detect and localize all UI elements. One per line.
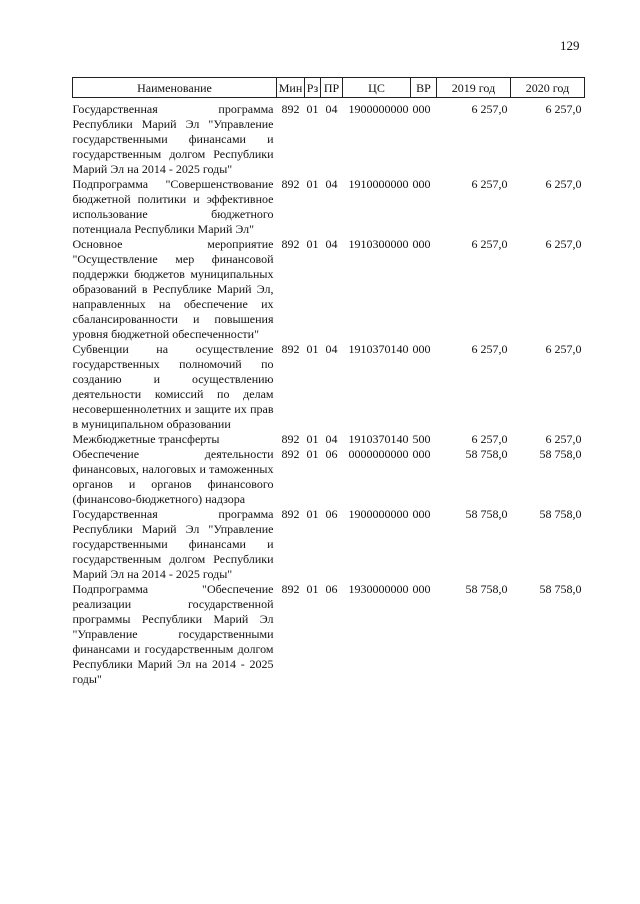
row-2020: 58 758,0: [539, 447, 582, 461]
row-pr: 04: [325, 177, 338, 191]
row-cs: 1930000000: [348, 582, 409, 596]
row-vr: 000: [412, 507, 431, 521]
row-cs: 1900000000: [348, 102, 409, 116]
header-vr: ВР: [411, 78, 437, 98]
row-rz: 01: [306, 342, 319, 356]
row-vr: 000: [412, 582, 431, 596]
row-2019: 6 257,0: [471, 342, 508, 356]
row-2019: 6 257,0: [471, 102, 508, 116]
row-vr: 000: [412, 237, 431, 251]
row-rz: 01: [306, 432, 319, 446]
row-name: Субвенции на осуществление государственных полномочий по созданию и осуществлению деятельности комиссий по делам несовершеннолетних и защите их прав в муниципальном образовании: [72, 342, 274, 431]
row-2019: 6 257,0: [471, 432, 508, 446]
row-min: 892: [281, 237, 300, 251]
row-2020: 6 257,0: [545, 237, 582, 251]
row-vr: 000: [412, 177, 431, 191]
row-name: Государственная программа Республики Марий Эл "Управление государственными финансами и государственным долгом Республики Марий Эл на 2014 - 2025 годы": [72, 507, 274, 581]
row-2019: 6 257,0: [471, 177, 508, 191]
table-header-row: [73, 78, 585, 98]
header-min: Мин: [277, 78, 305, 98]
table-row: [73, 507, 585, 582]
row-cs: 0000000000: [348, 447, 409, 461]
row-2020: 6 257,0: [545, 342, 582, 356]
row-pr: 06: [325, 447, 338, 461]
row-rz: 01: [306, 447, 319, 461]
row-2020: 58 758,0: [539, 582, 582, 596]
row-min: 892: [281, 177, 300, 191]
row-min: 892: [281, 102, 300, 116]
row-name: Государственная программа Республики Марий Эл "Управление государственными финансами и государственным долгом Республики Марий Эл на 2014 - 2025 годы": [72, 102, 274, 176]
header-name: Наименование: [73, 78, 277, 98]
row-min: 892: [281, 432, 300, 446]
table-row: [73, 447, 585, 507]
row-min: 892: [281, 342, 300, 356]
row-cs: 1910370140: [348, 432, 409, 446]
row-pr: 06: [325, 582, 338, 596]
table-body: [73, 98, 585, 688]
row-2019: 58 758,0: [465, 507, 508, 521]
header-2020: 2020 год: [511, 78, 585, 98]
row-rz: 01: [306, 177, 319, 191]
row-cs: 1900000000: [348, 507, 409, 521]
row-2020: 6 257,0: [545, 102, 582, 116]
row-pr: 06: [325, 507, 338, 521]
row-pr: 04: [325, 432, 338, 446]
row-min: 892: [281, 582, 300, 596]
row-name: Основное мероприятие "Осуществление мер финансовой поддержки бюджетов муниципальных образований в Республике Марий Эл, направленных на обеспечение их сбалансированности и повышения уровня бюджетной обеспеченности": [72, 237, 274, 341]
row-2019: 58 758,0: [465, 582, 508, 596]
row-cs: 1910370140: [348, 342, 409, 356]
page-number: 129: [560, 38, 580, 53]
row-pr: 04: [325, 102, 338, 116]
row-2019: 58 758,0: [465, 447, 508, 461]
row-2020: 58 758,0: [539, 507, 582, 521]
row-vr: 000: [412, 447, 431, 461]
row-rz: 01: [306, 582, 319, 596]
table-row: [73, 98, 585, 178]
header-cs: ЦС: [343, 78, 411, 98]
header-2019: 2019 год: [437, 78, 511, 98]
row-name: Обеспечение деятельности финансовых, налоговых и таможенных органов и органов финансового (финансово-бюджетного) надзора: [72, 447, 274, 506]
table-row: [73, 342, 585, 432]
row-vr: 000: [412, 102, 431, 116]
row-name: Подпрограмма "Совершенствование бюджетной политики и эффективное использование бюджетного потенциала Республики Марий Эл": [72, 177, 274, 236]
row-2019: 6 257,0: [471, 237, 508, 251]
header-rz: Рз: [305, 78, 321, 98]
row-2020: 6 257,0: [545, 177, 582, 191]
row-cs: 1910000000: [348, 177, 409, 191]
row-min: 892: [281, 447, 300, 461]
budget-table: [72, 77, 585, 687]
row-vr: 500: [412, 432, 431, 446]
row-pr: 04: [325, 342, 338, 356]
row-name: Подпрограмма "Обеспечение реализации государственной программы Республики Марий Эл "Управление государственными финансами и государственным долгом Республики Марий Эл на 2014 - 2025 годы": [72, 582, 274, 686]
row-2020: 6 257,0: [545, 432, 582, 446]
row-rz: 01: [306, 237, 319, 251]
row-pr: 04: [325, 237, 338, 251]
row-rz: 01: [306, 102, 319, 116]
row-min: 892: [281, 507, 300, 521]
table-row: [73, 432, 585, 447]
header-pr: ПР: [321, 78, 343, 98]
table-row: [73, 237, 585, 342]
row-name: Межбюджетные трансферты: [72, 432, 220, 446]
row-vr: 000: [412, 342, 431, 356]
row-cs: 1910300000: [348, 237, 409, 251]
row-rz: 01: [306, 507, 319, 521]
table-row: [73, 177, 585, 237]
table-row: [73, 582, 585, 687]
